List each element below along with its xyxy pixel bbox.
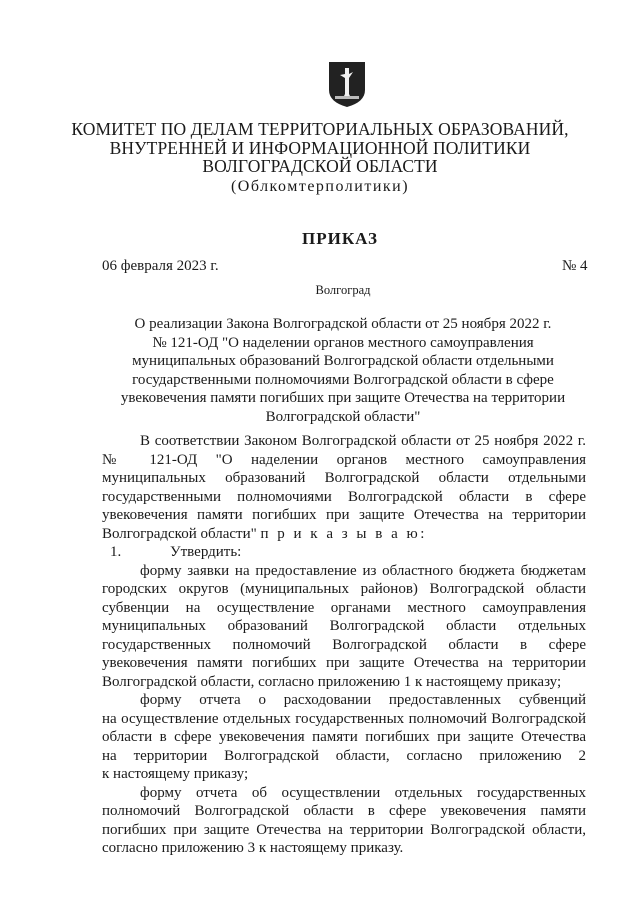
body-line: увековечения памяти погибших при защите Отечества на территории [102,655,586,671]
body-line: В соответствии Законом Волгоградской области от 25 ноября 2022 г. [140,433,586,449]
subject-line: государственными полномочиями Волгоградской области в сфере [132,371,554,388]
item-1-label: Утвердить: [170,544,242,560]
body-line: муниципальных образований Волгоградской области отдельных [102,618,586,634]
header-line-3: ВОЛГОГРАДСКОЙ ОБЛАСТИ [202,156,438,176]
body-line: муниципальных образований Волгоградской области отдельными [102,470,586,486]
document-body [102,432,586,858]
item-1-number: 1. [110,544,122,560]
body-line: полномочий Волгоградской области в сфере увековечения памяти [102,803,586,819]
subject-line: муниципальных образований Волгоградской области отдельными [132,353,554,370]
body-line: форму отчета об осуществлении отдельных государственных [140,784,586,801]
subject-line: № 121-ОД "О наделении органов местного самоуправления [152,334,534,351]
subject-line: Волгоградской области" [265,408,421,425]
body-line: увековечения памяти погибших при защите Отечества на территории [102,507,586,523]
body-line: городских округов (муниципальных районов) Волгоградской области [102,581,586,597]
body-line: № 121-ОД "О наделении органов местного самоуправления [102,451,586,468]
body-line: на осуществление отдельных государственных полномочий Волгоградской [102,710,586,727]
document-date: 06 февраля 2023 г. [102,258,219,274]
document-number: № 4 [562,258,588,274]
body-line: согласно приложению 3 к настоящему приказу. [102,840,404,856]
header-abbreviation: (Облкомтерполитики) [230,177,410,195]
subject-line: О реализации Закона Волгоградской области от 25 ноября 2022 г. [134,316,552,332]
body-line: к настоящему приказу; [102,766,249,782]
subject-line: увековечения памяти погибших при защите Отечества на территории [120,390,566,407]
body-line: погибших при защите Отечества на территории Волгоградской области, [102,821,586,838]
organization-header [0,120,640,196]
body-line: государственных полномочий Волгоградской области в сфере [102,636,586,653]
body-line: на территории Волгоградской области, согласно приложению 2 [102,747,586,764]
body-line: форму заявки на предоставление из областного бюджета бюджетам [140,562,586,579]
document-city: Волгоград [315,283,371,297]
body-line: форму отчета о расходовании предоставленных субвенций [140,692,586,708]
header-line-1: КОМИТЕТ ПО ДЕЛАМ ТЕРРИТОРИАЛЬНЫХ ОБРАЗОВАНИЙ, [71,119,569,139]
order-keyword: п р и к а з ы в а ю: [260,525,427,542]
header-line-2: ВНУТРЕННЕЙ И ИНФОРМАЦИОННОЙ ПОЛИТИКИ [109,137,531,158]
volgograd-coat-of-arms-icon [327,60,367,108]
body-line: Волгоградской области, согласно приложению 1 к настоящему приказу; [102,673,562,690]
item-1 [102,543,586,562]
body-line: области в сфере увековечения памяти погибших при защите Отечества [102,729,586,745]
body-line: субвенции на осуществление органами местного самоуправления [102,599,586,616]
document-subject [100,315,586,427]
body-line: государственными полномочиями Волгоградской области в сфере [102,488,586,505]
body-line [102,525,586,544]
body-text: Волгоградской области" [102,525,257,542]
document-title: ПРИКАЗ [302,229,378,248]
